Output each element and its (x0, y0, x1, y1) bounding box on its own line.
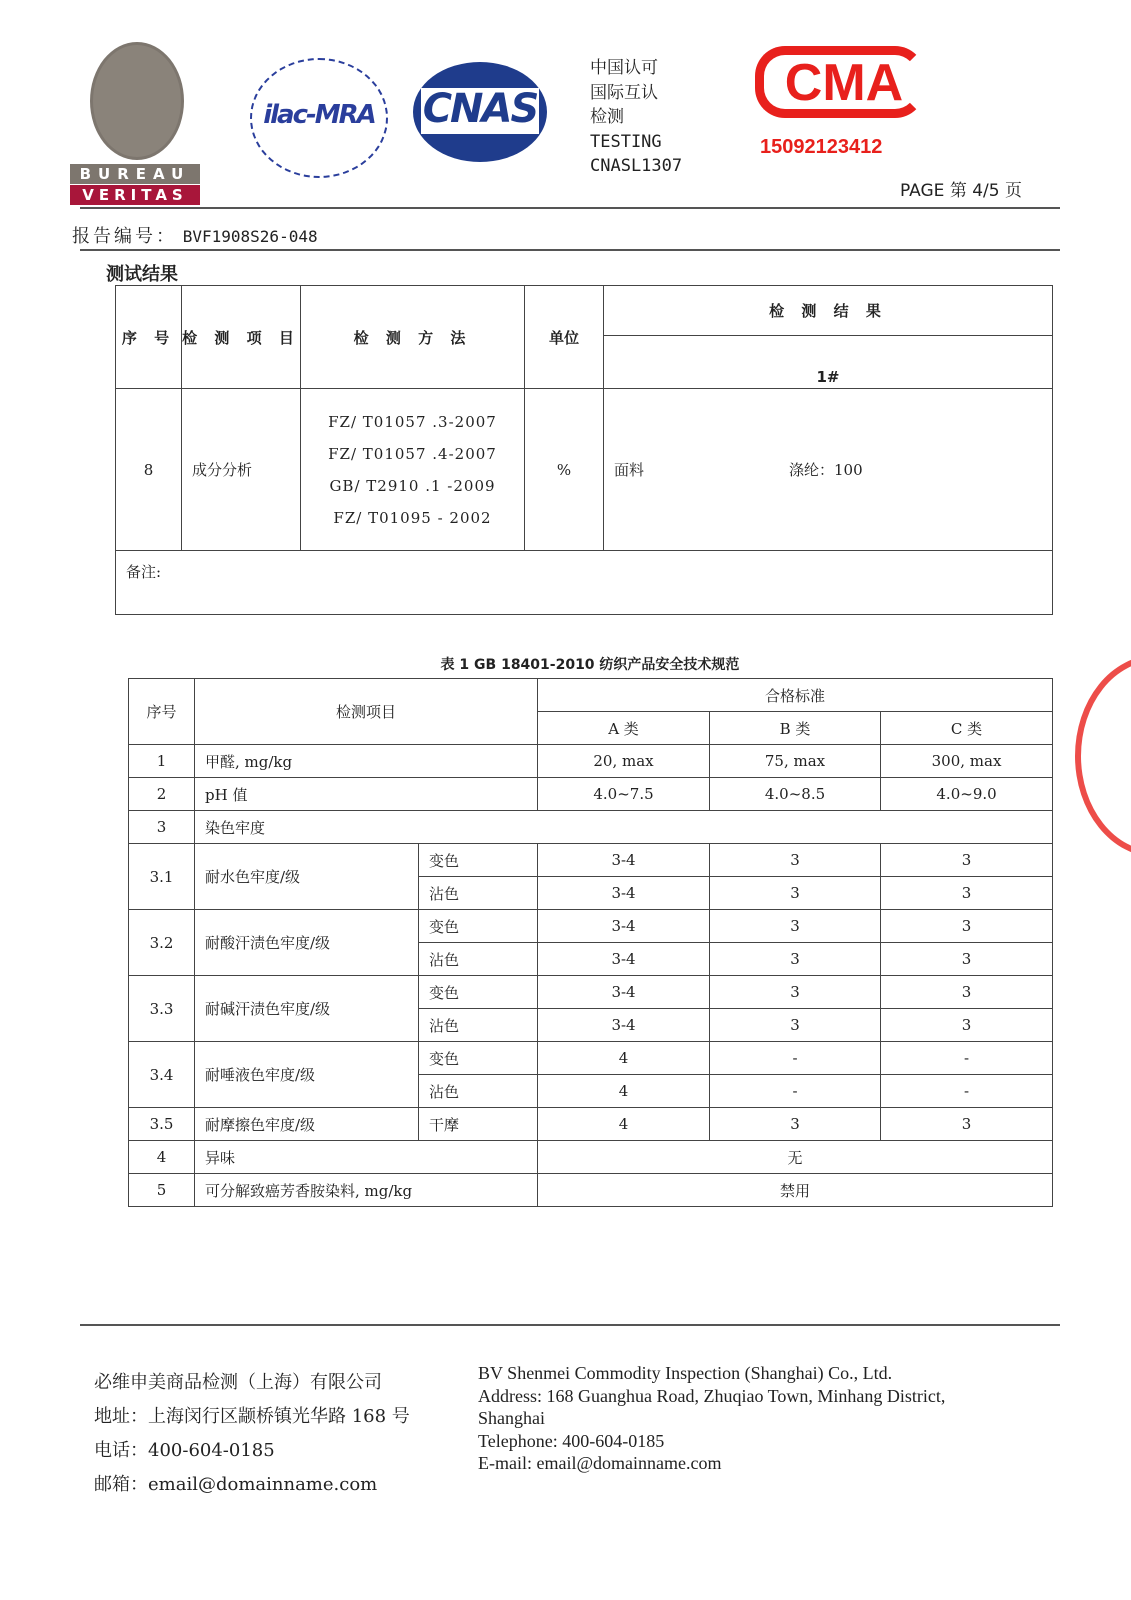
footer-email-cn: 邮箱：email@domainname.com (94, 1474, 378, 1495)
header-b: B 类 (710, 712, 881, 745)
table-row (129, 976, 1053, 1009)
cell-c: 300, max (881, 745, 1053, 778)
cell-a: 20, max (538, 745, 710, 778)
cell-b: 3 (710, 844, 881, 877)
result-value: 涤纶：100 (789, 461, 863, 479)
cell-a: 4 (538, 1075, 710, 1108)
cma-logo: CMA (755, 46, 925, 118)
cell-a: 3-4 (538, 877, 710, 910)
header-no: 序号 (129, 679, 195, 745)
table-row (129, 811, 1053, 844)
cell-item: 耐水色牢度/级 (195, 844, 419, 910)
cell-a: 3-4 (538, 910, 710, 943)
header-c: C 类 (881, 712, 1053, 745)
method: FZ/ T01057 .4-2007 (328, 444, 497, 463)
results-table (115, 285, 1053, 615)
cell-c: - (881, 1042, 1053, 1075)
cell-subitem: 沾色 (419, 877, 538, 910)
cell-c: 3 (881, 910, 1053, 943)
cell-item: 染色牢度 (195, 811, 1053, 844)
cell-no: 3.3 (129, 976, 195, 1042)
cell-c: 3 (881, 1108, 1053, 1141)
footer-email-en: E-mail: email@domainname.com (478, 1453, 722, 1473)
cell-a: 4.0~7.5 (538, 778, 710, 811)
cma-number: 15092123412 (760, 136, 883, 158)
footer-address-cn: 地址：上海闵行区颛桥镇光华路 168 号 (94, 1406, 410, 1427)
bv-logo-bottom: VERITAS (70, 185, 200, 205)
cell-no: 2 (129, 778, 195, 811)
cell-item: pH 值 (195, 778, 538, 811)
cnas-line: CNASL1307 (590, 156, 683, 176)
table-row (116, 389, 1053, 551)
cell-subitem: 沾色 (419, 1009, 538, 1042)
cell-b: 3 (710, 1009, 881, 1042)
row-result (604, 389, 1053, 551)
remarks: 备注: (116, 551, 1053, 615)
cnas-line: 国际互认 (590, 82, 658, 103)
cell-b: 3 (710, 877, 881, 910)
footer-address-en: Address: 168 Guanghua Road, Zhuqiao Town, Minhang District, (478, 1385, 946, 1406)
bureau-veritas-logo (70, 40, 200, 206)
cell-no: 1 (129, 745, 195, 778)
cell-item: 耐唾液色牢度/级 (195, 1042, 419, 1108)
cell-item: 异味 (195, 1141, 538, 1174)
cell-item: 耐摩擦色牢度/级 (195, 1108, 419, 1141)
cell-subitem: 变色 (419, 1042, 538, 1075)
cell-c: - (881, 1075, 1053, 1108)
cell-no: 5 (129, 1174, 195, 1207)
report-number (72, 222, 318, 248)
bv-logo-top: BUREAU (70, 164, 200, 184)
report-number-value: BVF1908S26-048 (182, 227, 318, 246)
table-row (129, 778, 1053, 811)
header-a: A 类 (538, 712, 710, 745)
cell-item: 甲醛, mg/kg (195, 745, 538, 778)
page-number: PAGE 第 4/5 页 (900, 181, 1022, 201)
header-result: 检 测 结 果 (604, 286, 1053, 336)
table-row (129, 1042, 1053, 1075)
cell-a: 3-4 (538, 844, 710, 877)
table-row (129, 1108, 1053, 1141)
cell-b: 3 (710, 910, 881, 943)
footer-phone-en: Telephone: 400-604-0185 (478, 1430, 665, 1451)
cell-a: 3-4 (538, 1009, 710, 1042)
cell-b: 75, max (710, 745, 881, 778)
cell-subitem: 沾色 (419, 1075, 538, 1108)
report-number-label: 报告编号： (72, 226, 177, 247)
header-item: 检测项目 (195, 679, 538, 745)
cnas-text (590, 56, 682, 179)
row-unit: % (525, 389, 604, 551)
cell-subitem: 沾色 (419, 943, 538, 976)
cell-subitem: 变色 (419, 976, 538, 1009)
cell-item: 耐碱汗渍色牢度/级 (195, 976, 419, 1042)
cell-no: 3.5 (129, 1108, 195, 1141)
method: GB/ T2910 .1 -2009 (329, 476, 496, 495)
cell-c: 3 (881, 844, 1053, 877)
cell-item: 可分解致癌芳香胺染料, mg/kg (195, 1174, 538, 1207)
table-caption: 表 1 GB 18401-2010 纺织产品安全技术规范 (440, 657, 740, 673)
cell-c: 3 (881, 1009, 1053, 1042)
cnas-line: TESTING (590, 131, 662, 152)
cnas-line: 检测 (590, 107, 624, 127)
table-row (129, 910, 1053, 943)
cell-a: 4 (538, 1108, 710, 1141)
cell-value: 无 (538, 1141, 1053, 1174)
header-unit: 单位 (525, 286, 604, 389)
row-no: 8 (116, 389, 182, 551)
header-no: 序 号 (116, 286, 182, 389)
cell-subitem: 变色 (419, 844, 538, 877)
cell-b: - (710, 1075, 881, 1108)
standard-table (128, 678, 1053, 1207)
row-methods (301, 389, 525, 551)
cell-value: 禁用 (538, 1174, 1053, 1207)
cell-b: 4.0~8.5 (710, 778, 881, 811)
cell-no: 3 (129, 811, 195, 844)
footer-company-cn: 必维申美商品检测（上海）有限公司 (94, 1372, 382, 1393)
method: FZ/ T01057 .3-2007 (328, 412, 497, 431)
cell-b: 3 (710, 1108, 881, 1141)
header-item: 检 测 项 目 (182, 286, 301, 389)
cell-b: 3 (710, 943, 881, 976)
footer-en (478, 1362, 945, 1475)
method: FZ/ T01095 - 2002 (333, 508, 492, 527)
cnas-line: 中国认可 (590, 58, 658, 78)
section-title: 测试结果 (106, 264, 178, 285)
header-standard: 合格标准 (538, 679, 1053, 712)
row-item: 成分分析 (182, 389, 301, 551)
header-method: 检 测 方 法 (301, 286, 525, 389)
result-part: 面料 (614, 461, 645, 479)
cell-item: 耐酸汗渍色牢度/级 (195, 910, 419, 976)
cell-no: 4 (129, 1141, 195, 1174)
footer-company-en: BV Shenmei Commodity Inspection (Shanghai) Co., Ltd. (478, 1363, 893, 1383)
cell-subitem: 变色 (419, 910, 538, 943)
table-row (129, 1141, 1053, 1174)
table-row (129, 745, 1053, 778)
footer-address-en-2: Shanghai (478, 1408, 545, 1428)
cell-no: 3.1 (129, 844, 195, 910)
cnas-logo: CNAS (413, 62, 547, 162)
company-seal (1075, 655, 1131, 857)
header-sample: 1# (604, 336, 1053, 389)
cell-subitem: 干摩 (419, 1108, 538, 1141)
cell-c: 3 (881, 943, 1053, 976)
ilac-mra-logo: ilac-MRA (250, 58, 388, 178)
cell-a: 4 (538, 1042, 710, 1075)
table-row (129, 1174, 1053, 1207)
cell-b: - (710, 1042, 881, 1075)
cell-b: 3 (710, 976, 881, 1009)
cell-c: 3 (881, 976, 1053, 1009)
cell-c: 4.0~9.0 (881, 778, 1053, 811)
footer-cn (94, 1366, 410, 1502)
footer-phone-cn: 电话：400-604-0185 (94, 1440, 275, 1461)
cell-no: 3.2 (129, 910, 195, 976)
cell-a: 3-4 (538, 943, 710, 976)
cell-no: 3.4 (129, 1042, 195, 1108)
cell-a: 3-4 (538, 976, 710, 1009)
cell-c: 3 (881, 877, 1053, 910)
table-row (129, 844, 1053, 877)
